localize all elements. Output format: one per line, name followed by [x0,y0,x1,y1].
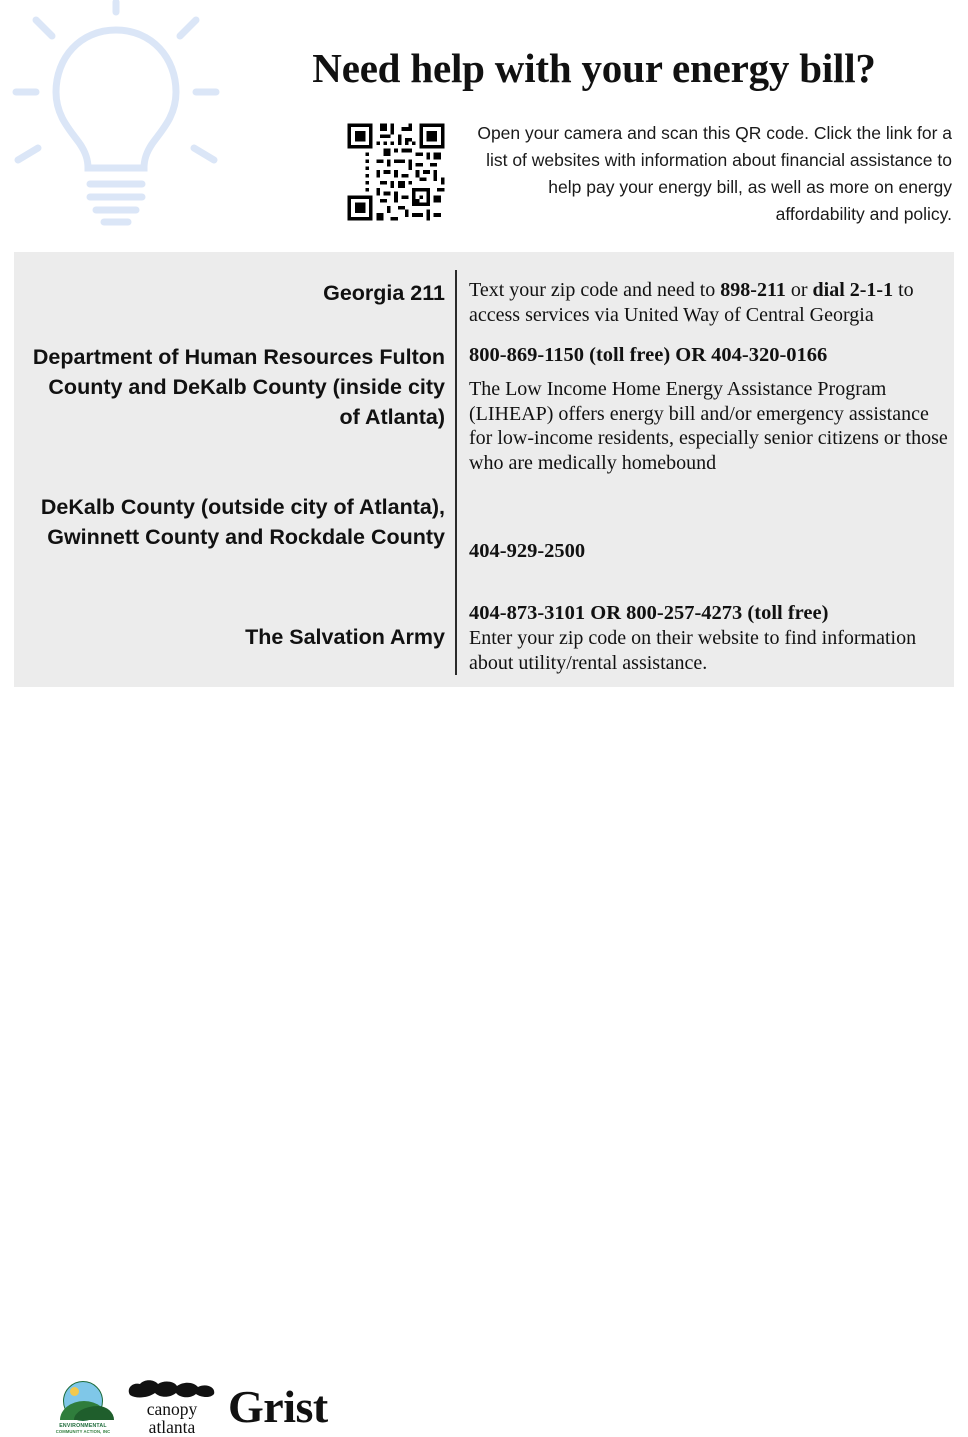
resource-phone[interactable]: 404-873-3101 OR 800-257-4273 (toll free) [469,602,829,624]
resource-description: The Low Income Home Energy Assistance Program (LIHEAP) offers energy bill and/or emergency assistance for low-income residents, especially senior citizens or those who are medically homebound [469,378,948,474]
resource-detail [469,342,949,475]
resource-description: Enter your zip code on their website to find information about utility/rental assistance. [469,627,917,674]
resource-name: The Salvation Army [245,625,445,649]
canopy-line-2: atlanta [148,1417,196,1437]
resource-name: Department of Human Resources Fulton County and DeKalb County (inside city of Atlanta) [32,345,445,429]
qr-code[interactable] [344,120,448,224]
canopy-wordmark [124,1400,220,1436]
footer [0,687,968,1437]
resources-list [14,252,954,687]
sun-icon [70,1387,79,1396]
logo-canopy-atlanta [124,1379,220,1437]
page-title: Need help with your energy bill? [312,45,876,91]
logo-environmental-community-action [54,1381,112,1434]
canopy-line-1: canopy [146,1399,198,1419]
eca-emblem-icon [63,1381,103,1421]
resource-detail [469,492,949,564]
logo-grist: Grist [228,1381,328,1432]
resource-detail [469,600,949,675]
detail-mid: or [785,279,813,301]
detail-bold-dial: dial 2-1-1 [812,279,894,301]
resource-name: Georgia 211 [323,281,445,305]
detail-pre: Text your zip code and need to [469,279,721,301]
eca-wordmark [54,1423,112,1435]
eca-line-1: ENVIRONMENTAL [59,1423,107,1429]
resource-phone[interactable]: 404-929-2500 [469,540,586,562]
resource-detail [469,278,949,328]
resource-phone[interactable]: 800-869-1150 (toll free) OR 404-320-0166 [469,344,828,366]
detail-bold-number: 898-211 [720,279,786,301]
detail-post: to access services via United Way of Central Georgia [469,279,914,326]
eca-line-2: COMMUNITY ACTION, INC [55,1429,111,1434]
spacer [469,368,949,377]
canopy-blob-icon [124,1379,220,1399]
resource-name: DeKalb County (outside city of Atlanta), Gwinnett County and Rockdale County [40,495,445,549]
header [0,0,968,252]
intro-text: Open your camera and scan this QR code. Click the link for a list of websites with information about financial assistance to help pay your energy bill, as well as more on energy affordability and policy. [477,123,952,224]
